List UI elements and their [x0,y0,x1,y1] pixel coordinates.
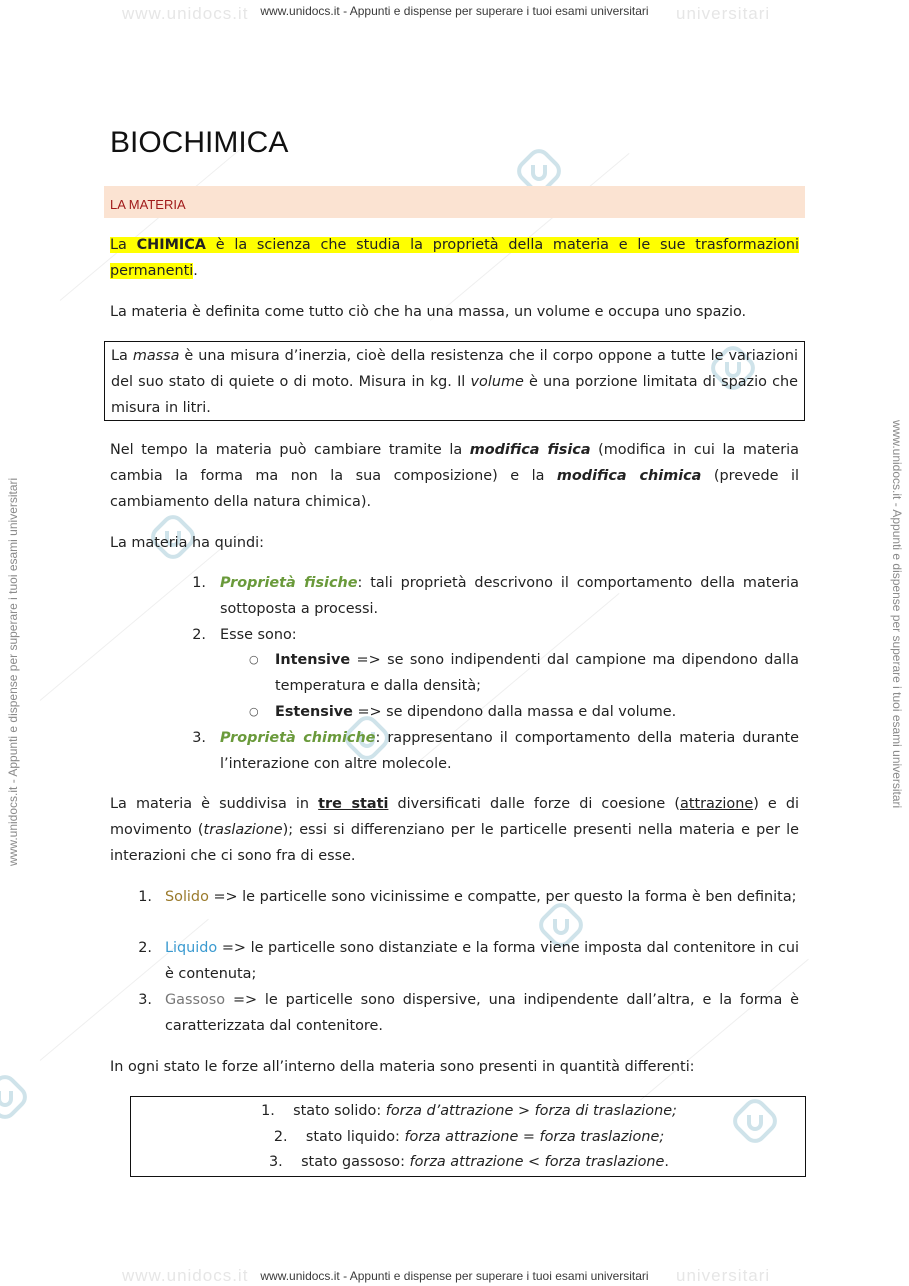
proprieta-fisiche-text: : tali proprietà descrivono il comportamento della materia sottoposta a processi. [220,575,799,617]
states-text-1: La materia è suddivisa in [110,796,319,812]
attrazione-term: attrazione [680,796,754,812]
force-state-label: stato solido: [293,1103,386,1119]
box-text-1: La [111,348,133,364]
estensive-label: Estensive [275,704,353,720]
forces-box [130,1096,806,1177]
definition-end: . [193,263,198,279]
proprieta-fisiche-label: Proprietà fisiche [220,575,358,591]
modifica-chimica-term: modifica chimica [556,468,702,484]
forces-row [131,1149,807,1175]
change-text-2: (modifica in cui la materia cambia la forma ma non la sua composizione) e la [110,442,799,484]
watermark-ghost-right: universitari [676,4,771,23]
gassoso-text: => le particelle sono dispersive, una indipendente dall’altra, e la forma è caratterizzata dal contenitore. [165,992,799,1034]
list-item [220,570,799,622]
watermark-ghost-right-bottom: universitari [676,1266,771,1285]
states-text-2: diversificati dalle forze di coesione ( [388,796,681,812]
list-number: 2. [192,627,206,643]
massa-term: massa [132,348,180,364]
has-paragraph: La materia ha quindi: [110,535,264,551]
list-number: 3. [138,992,152,1008]
list-item [275,647,799,699]
unidocs-logo-icon [0,1074,28,1120]
proprieta-chimiche-text: : rappresentano il comportamento della materia durante l’interazione con altre molecole. [220,730,799,772]
intro-paragraph: La materia è definita come tutto ciò che ha una massa, un volume e occupa uno spazio. [110,304,747,320]
solido-text: => le particelle sono vicinissime e compatte, per questo la forma è ben definita; [208,889,797,905]
modifica-fisica-term: modifica fisica [469,442,591,458]
list-number: 1. [192,575,206,591]
forces-intro-paragraph: In ogni stato le forze all’interno della materia sono presenti in quantità differenti: [110,1059,695,1075]
force-end: . [664,1154,669,1170]
force-state-label: stato liquido: [305,1129,405,1145]
tre-stati-term: tre stati [318,796,389,812]
mass-volume-text [111,343,798,421]
list-number: 3. [192,730,206,746]
list-item [275,699,799,725]
force-formula: forza d’attrazione > forza di traslazione; [385,1103,677,1119]
force-formula: forza attrazione = forza traslazione; [404,1129,665,1145]
definition-pre: La [110,237,137,253]
watermark-banner-bottom: www.unidocs.it - Appunti e dispense per superare i tuoi esami universitari [260,1269,649,1283]
list-number: 1. [261,1103,275,1119]
section-heading: LA MATERIA [110,197,186,212]
watermark-banner-top: www.unidocs.it - Appunti e dispense per superare i tuoi esami universitari [260,4,649,18]
list-number: 3. [269,1154,283,1170]
force-formula: forza attrazione < forza traslazione [409,1154,665,1170]
list-number: 1. [138,889,152,905]
solido-label: Solido [165,889,209,905]
mass-volume-box [104,341,805,421]
list-number: 2. [138,940,152,956]
volume-term: volume [470,374,524,390]
watermark-line [40,533,240,701]
estensive-text: => se dipendono dalla massa e dal volume. [352,704,677,720]
states-text-3: ) e di movimento ( [110,796,800,838]
list-number: 2. [273,1129,288,1145]
bullet-icon: ○ [249,653,259,666]
liquido-text: => le particelle sono distanziate e la forma viene imposta dal contenitore in cui è contenuta; [165,940,799,982]
forces-row [131,1124,807,1150]
watermark-ghost-left: www.unidocs.it [122,4,249,23]
list-item [165,987,799,1039]
box-text-2: è una misura d’inerzia, cioè della resistenza che il corpo oppone a tutte le variazioni del suo stato di quiete o di moto. Misura in kg. Il [111,348,798,390]
definition-paragraph [110,232,799,284]
change-paragraph [110,437,799,515]
watermark-ghost-left-bottom: www.unidocs.it [122,1266,249,1285]
watermark-side-left: www.unidocs.it - Appunti e dispense per superare i tuoi esami universitari [6,477,20,866]
watermark-side-right: www.unidocs.it - Appunti e dispense per superare i tuoi esami universitari [890,420,904,809]
gassoso-label: Gassoso [165,992,226,1008]
intensive-label: Intensive [275,652,351,668]
intensive-text: => se sono indipendenti dal campione ma dipendono dalla temperatura e dalla densità; [275,652,799,694]
change-text-3: (prevede il cambiamento della natura chimica). [110,468,799,510]
list-item [220,725,799,777]
box-text-3: è una porzione limitata di spazio che misura in litri. [111,374,798,416]
traslazione-term: traslazione [203,822,283,838]
definition-bold: CHIMICA [136,237,206,253]
liquido-label: Liquido [165,940,218,956]
list-item [165,884,799,910]
change-text-1: Nel tempo la materia può cambiare tramite la [110,442,470,458]
bullet-icon: ○ [249,705,259,718]
section-heading-bar [104,186,805,218]
page-title: BIOCHIMICA [110,126,289,159]
list-item [165,935,799,987]
proprieta-chimiche-label: Proprietà chimiche [220,730,376,746]
states-paragraph [110,791,799,869]
definition-post: è la scienza che studia la proprietà della materia e le sue trasformazioni permanenti [110,237,799,279]
states-text-4: ); essi si differenziano per le particelle presenti nella materia e per le interazioni che ci sono fra di esse. [110,822,799,864]
list-item: Esse sono: [220,627,297,643]
forces-row [131,1098,807,1124]
force-state-label: stato gassoso: [301,1154,410,1170]
